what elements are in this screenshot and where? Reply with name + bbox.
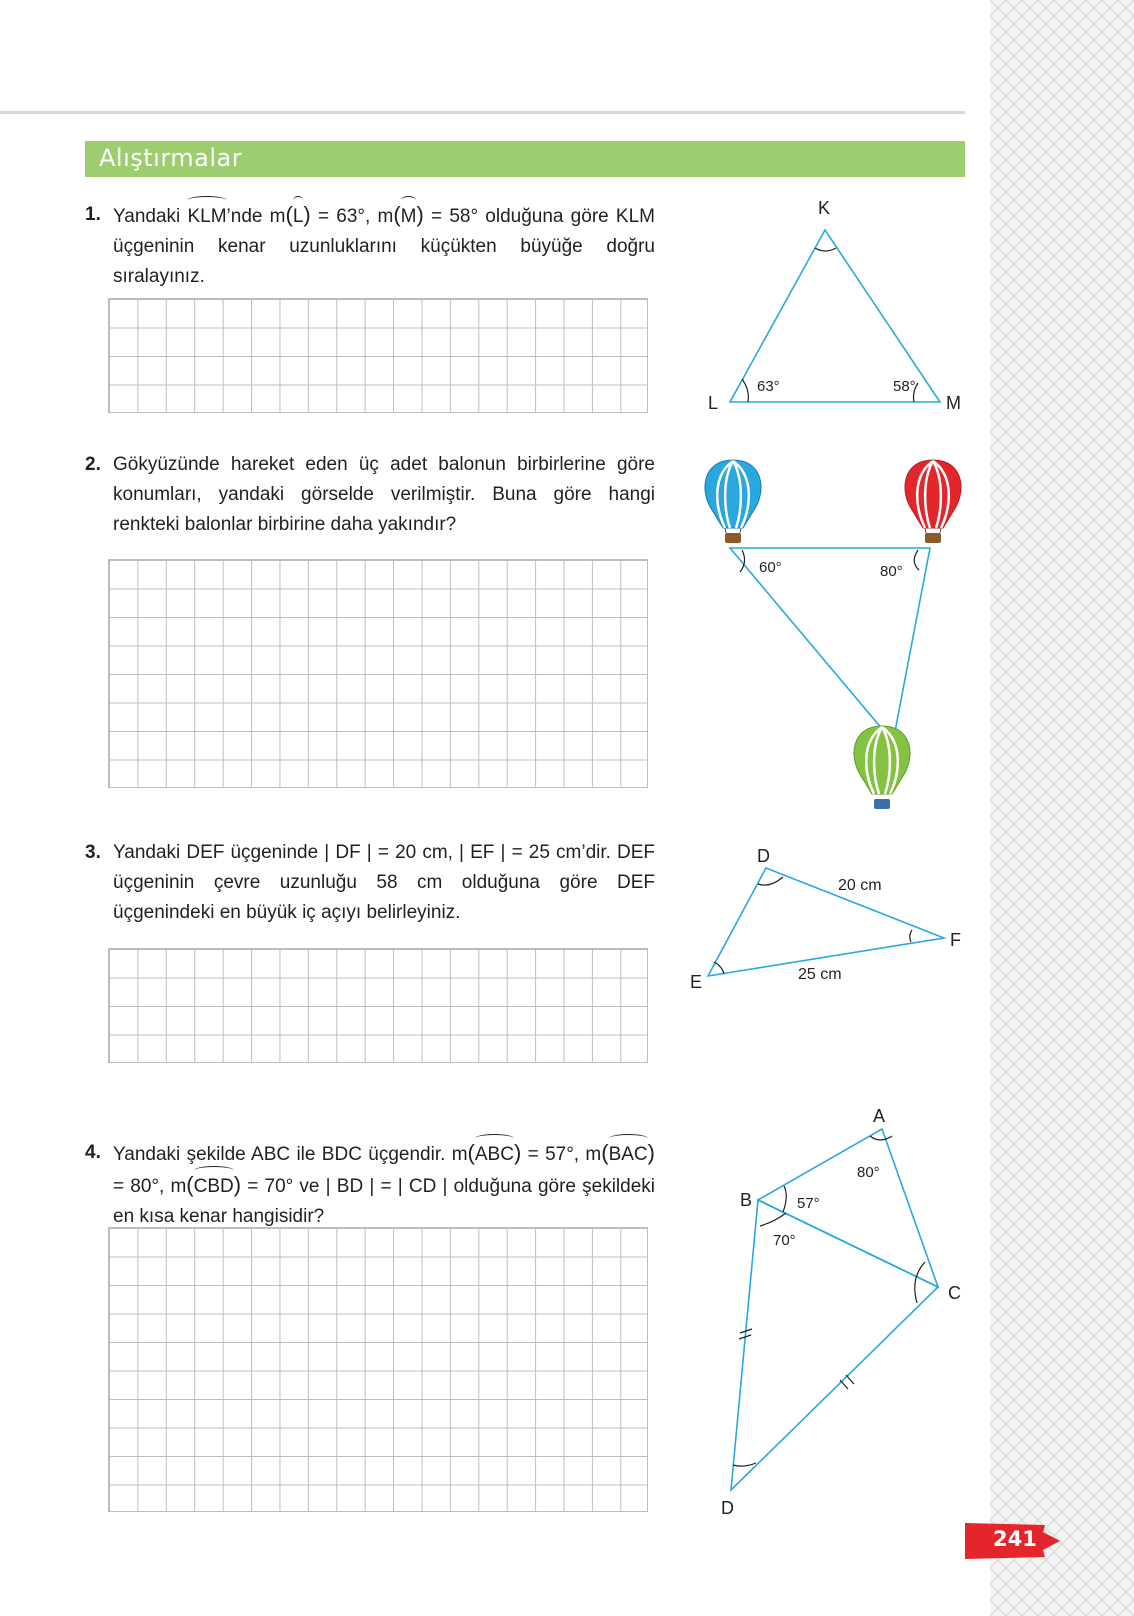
- figure-4-triangles: [731, 1129, 938, 1490]
- label-a: A: [873, 1106, 886, 1126]
- label-c: C: [948, 1283, 961, 1303]
- page-number: 241: [993, 1527, 1037, 1551]
- question-text: Yandaki DEF üçgeninde | DF | = 20 cm, | EF | = 25 cm’dir. DEF üçgeninin çevre uzunluğu 58 cm olduğuna göre DEF üçgenindeki en büyük iç açıyı belirleyiniz.: [113, 842, 656, 923]
- label-e: E: [690, 972, 703, 992]
- question-number: 3.: [85, 842, 101, 863]
- label-d: D: [757, 846, 770, 866]
- figure-2-balloons: [705, 460, 961, 809]
- question-number: 1.: [85, 204, 101, 225]
- green-balloon-icon: [854, 726, 910, 809]
- label-b: B: [740, 1190, 753, 1210]
- label-l: L: [708, 393, 719, 413]
- angle-80-label-4: 80°: [857, 1164, 880, 1181]
- label-d-4: D: [721, 1498, 734, 1518]
- side-pattern: [990, 0, 1134, 1616]
- section-title: Alıştırmalar: [99, 144, 243, 172]
- angle-80-label: 80°: [880, 563, 903, 580]
- question-number: 2.: [85, 454, 101, 475]
- figure-1-triangle-klm: [730, 230, 940, 402]
- angle-57-label: 57°: [797, 1195, 820, 1212]
- red-balloon-icon: [905, 460, 961, 543]
- question-text: Yandaki KLM’nde m(L) = 63°, m(M) = 58° olduğuna göre KLM üçgeninin kenar uzunluklarını küçükten büyüğe doğru sıralayınız.: [113, 202, 655, 287]
- question-text: Yandaki şekilde ABC ile BDC üçgendir. m(ABC) = 57°, m(BAC) = 80°, m(CBD) = 70° ve | BD | = | CD | olduğuna göre şekildeki en kısa kenar hangisidir?: [113, 1140, 656, 1227]
- label-f: F: [950, 930, 961, 950]
- figure-3-triangle-def: [708, 868, 944, 976]
- label-k: K: [818, 198, 831, 218]
- angle-70-label: 70°: [773, 1232, 796, 1249]
- angle-m-label: 58°: [893, 378, 916, 395]
- blue-balloon-icon: [705, 460, 761, 543]
- angle-l-label: 63°: [757, 378, 780, 395]
- question-number: 4.: [85, 1142, 101, 1163]
- side-df-label: 20 cm: [838, 877, 882, 894]
- angle-60-label: 60°: [759, 559, 782, 576]
- side-ef-label: 25 cm: [798, 966, 842, 983]
- label-m: M: [946, 393, 961, 413]
- triangle-name: KLM: [187, 202, 226, 232]
- question-text: Gökyüzünde hareket eden üç adet balonun birbirlerine göre konumları, yandaki görselde verilmiştir. Buna göre hangi renkteki balonlar birbirine daha yakındır?: [113, 454, 655, 535]
